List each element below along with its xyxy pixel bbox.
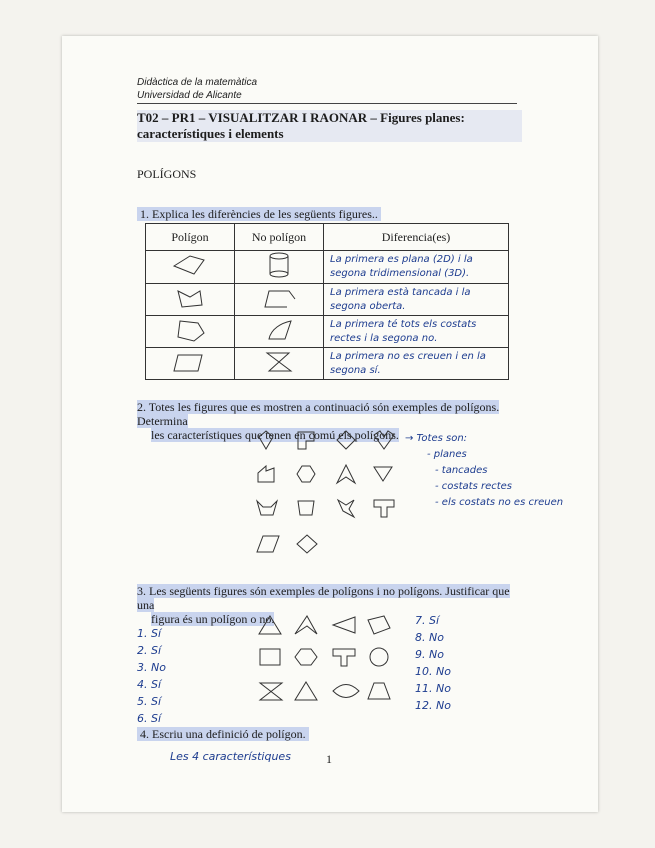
example-shape-9 [255,497,279,519]
question-4-answer: Les 4 característiques [170,750,291,763]
question-1: 1. Explica les diferències de les següents figures.. [137,207,381,221]
difference-text: La primera està tancada i la segona oberta. [324,284,509,316]
q3-shape-8 [366,646,392,668]
polygon-figure [146,348,235,380]
polygon-figure [146,284,235,316]
difference-text: La primera té tots els costats rectes i la segona no. [324,316,509,348]
q3-shape-9 [257,680,285,702]
example-shape-5 [255,463,277,485]
answer-line: - costats rectes [435,481,513,492]
table-row [146,284,509,316]
example-shape-8 [372,463,394,485]
answer-item: 6. Sí [137,712,162,725]
worksheet-title: T02 – PR1 – VISUALITZAR I RAONAR – Figures planes: característiques i elements [137,110,522,142]
q3-shape-3 [331,614,357,636]
difference-text: La primera es plana (2D) i la segona tridimensional (3D). [324,251,509,284]
example-shape-13 [255,533,281,555]
question-3-answers-right [415,612,451,714]
question-2-line1: 2. Totes les figures que es mostren a continuació són exemples de polígons. Determina [137,400,500,428]
answer-item: 5. Sí [137,695,162,708]
q3-shape-2 [293,614,319,636]
answer-item: 4. Sí [137,678,162,691]
example-shape-2 [295,429,317,451]
question-4: 4. Escriu una definició de polígon. [137,727,309,741]
example-shape-4 [372,429,396,451]
header-subject: Didàctica de la matemàtica [137,77,258,88]
example-shape-1 [255,429,277,451]
answer-item: 8. No [415,631,444,644]
example-shape-11 [335,497,357,519]
table-row [146,316,509,348]
q3-shape-1 [257,614,283,636]
example-shape-7 [335,463,357,485]
non-polygon-figure [235,348,324,380]
example-shape-6 [295,463,317,485]
answer-line: - els costats no es creuen [435,497,564,508]
column-header: Polígon [146,224,235,251]
q3-shape-10 [293,680,319,702]
polygon-figure [146,316,235,348]
q3-shape-5 [257,646,283,668]
non-polygon-figure [235,316,324,348]
polygon-examples [250,425,410,560]
differences-table [145,223,509,380]
question-2-answer [405,431,563,511]
question-2-line2: les característiques que tenen en comú els polígons. [151,428,399,442]
header-divider [137,103,517,104]
example-shape-3 [335,429,357,451]
answer-line: - tancades [435,465,488,476]
question-3-line2: figura és un polígon o no. [151,612,275,626]
header-university: Universidad de Alicante [137,90,242,101]
answer-item: 3. No [137,661,166,674]
q3-shape-11 [331,680,361,702]
answer-item: 1. Sí [137,627,162,640]
answer-item: 7. Sí [415,614,440,627]
column-header: No polígon [235,224,324,251]
answer-item: 11. No [415,682,451,695]
q3-shape-4 [366,614,392,636]
column-header: Diferencia(es) [324,224,509,251]
table-header-row [146,224,509,251]
example-shape-12 [372,497,396,519]
answer-item: 10. No [415,665,451,678]
q3-shape-7 [331,646,357,668]
q3-shape-12 [366,680,392,702]
answer-item: 9. No [415,648,444,661]
question-3-line1: 3. Les següents figures són exemples de polígons i no polígons. Justificar que una [137,584,510,612]
page-number: 1 [326,752,332,766]
table-row [146,251,509,284]
non-polygon-figure [235,251,324,284]
non-polygon-figure [235,284,324,316]
question-3-answers-left [137,625,166,727]
polygon-nonpolygon-examples [253,612,403,707]
example-shape-14 [295,533,319,555]
answer-line: → Totes son: [405,433,468,444]
table-row [146,348,509,380]
section-heading: POLÍGONS [137,167,197,181]
answer-item: 2. Sí [137,644,162,657]
example-shape-10 [295,497,317,519]
answer-line: - planes [427,449,467,460]
difference-text: La primera no es creuen i en la segona sí. [324,348,509,380]
polygon-figure [146,251,235,284]
q3-shape-6 [293,646,319,668]
answer-item: 12. No [415,699,451,712]
